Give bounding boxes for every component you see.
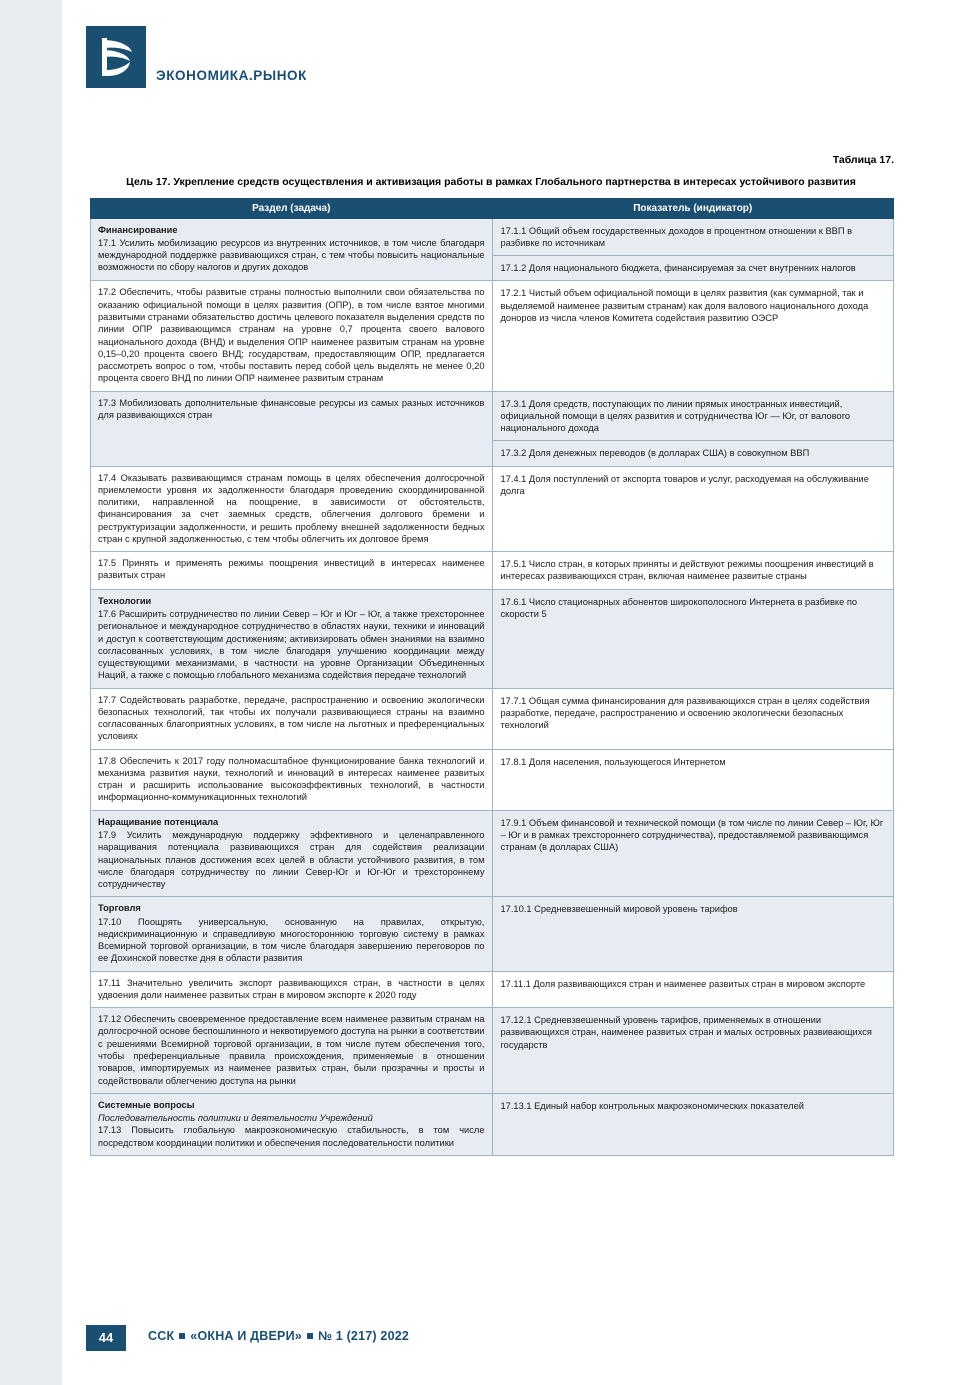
indicator-text: 17.3.1 Доля средств, поступающих по линии прямых иностранных инвестиций, официальной помощи в целях развития и сотрудничества Юг — Юг, от валового национального дохода bbox=[493, 392, 894, 441]
indicator-row bbox=[493, 750, 894, 774]
indicator-row bbox=[493, 897, 894, 921]
indicator-subtable bbox=[493, 590, 894, 627]
footer-text-part-2: «ОКНА И ДВЕРИ» bbox=[190, 1329, 302, 1343]
indicator-row bbox=[493, 281, 894, 330]
section-heading: Наращивание потенциала bbox=[98, 816, 219, 827]
indicator-subtable bbox=[493, 972, 894, 996]
indicator-subtable bbox=[493, 897, 894, 921]
table-row bbox=[91, 466, 894, 552]
footer-text bbox=[148, 1329, 409, 1343]
indicator-row bbox=[493, 811, 894, 860]
task-text: 17.8 Обеспечить к 2017 году полномасштабное функционирование банка технологий и механизма развития науки, технологий и инноваций в интересах наименее развитых стран и расширить использование высокоэффективных технологий, в частности информационно-коммуникационных технологий bbox=[98, 755, 485, 803]
indicator-subtable bbox=[493, 219, 894, 281]
indicator-text: 17.6.1 Число стационарных абонентов широкополосного Интернета в разбивке по скорости 5 bbox=[493, 590, 894, 627]
task-cell bbox=[91, 1008, 493, 1094]
indicator-text: 17.9.1 Объем финансовой и технической помощи (в том числе по линии Север – Юг, Юг – Юг и в рамках трехстороннего сотрудничества), предоставляемой развивающимся странам (в долларах США) bbox=[493, 811, 894, 860]
task-cell bbox=[91, 552, 493, 590]
section-heading: Торговля bbox=[98, 903, 141, 914]
table-row bbox=[91, 218, 894, 281]
task-text: 17.6 Расширить сотрудничество по линии Север – Юг и Юг – Юг, а также трехстороннее региональное и международное сотрудничество в областях науки, техники и инноваций и доступ к соответствующим достижениям; активизировать обмен знаниями на взаимно согласованных условиях, в том числе благодаря улучшению координации между существующими механизмами, в частности на уровне Организации Объединенных Наций, а также с помощью глобального механизма содействия передаче технологий bbox=[98, 609, 485, 681]
task-cell bbox=[91, 810, 493, 897]
column-header-task: Раздел (задача) bbox=[91, 198, 493, 218]
task-text: 17.13 Повысить глобальную макроэкономическую стабильность, в том числе посредством координации политики и обеспечения последовательности политики bbox=[98, 1125, 485, 1148]
task-cell bbox=[91, 281, 493, 391]
indicator-subtable bbox=[493, 1008, 894, 1057]
table-row bbox=[91, 810, 894, 897]
indicator-text: 17.10.1 Средневзвешенный мировой уровень тарифов bbox=[493, 897, 894, 921]
task-cell bbox=[91, 391, 493, 466]
task-text: 17.5 Принять и применять режимы поощрения инвестиций в интересах наименее развитых стран bbox=[98, 558, 485, 581]
goals-table bbox=[90, 198, 894, 1156]
square-bullet-icon bbox=[179, 1333, 185, 1339]
task-cell bbox=[91, 897, 493, 971]
section-heading: Системные вопросы bbox=[98, 1099, 195, 1110]
task-text: 17.12 Обеспечить своевременное предоставление всем наименее развитым странам на долгосрочной основе беспошлинного и неквотируемого доступа на рынки в соответствии с решениями Всемирной торговой организации, в том числе путем обеспечения того, чтобы преференциальные правила происхождения, применяемые в отношении товаров, импортируемых из наименее развитых стран, были прозрачны и просты и содействовали облегчению доступа на рынки bbox=[98, 1014, 485, 1086]
task-text: 17.1 Усилить мобилизацию ресурсов из внутренних источников, в том числе благодаря международной поддержке развивающихся стран, с тем чтобы повысить национальные возможности по сбору налогов и других доходов bbox=[98, 237, 485, 273]
task-text: 17.9 Усилить международную поддержку эффективного и целенаправленного наращивания потенциала развивающихся стран для содействия реализации национальных планов достижения всех целей в области устойчивого развития, в том числе благодаря сотрудничеству по линии Север-Юг и Юг-Юг и трехстороннему сотрудничеству bbox=[98, 830, 485, 890]
indicator-cell bbox=[492, 971, 894, 1008]
task-text: 17.3 Мобилизовать дополнительные финансовые ресурсы из самых разных источников для развивающихся стран bbox=[98, 397, 485, 420]
indicator-row bbox=[493, 219, 894, 256]
table-row bbox=[91, 749, 894, 810]
indicator-subtable bbox=[493, 467, 894, 504]
company-logo-icon bbox=[86, 26, 146, 88]
footer-text-part-3: № 1 (217) 2022 bbox=[317, 1329, 410, 1343]
square-bullet-icon bbox=[307, 1333, 313, 1339]
indicator-text: 17.5.1 Число стран, в которых приняты и действуют режимы поощрения инвестиций в интересах развивающихся стран, включая наименее развитые страны bbox=[493, 552, 894, 589]
indicator-cell bbox=[492, 1008, 894, 1094]
indicator-text: 17.8.1 Доля населения, пользующегося Интернетом bbox=[493, 750, 894, 774]
task-text: 17.2 Обеспечить, чтобы развитые страны полностью выполнили свои обязательства по оказанию официальной помощи в целях развития (ОПР), в том числе взятое многими развитыми странами обязательство достичь целевого показателя выделения средств по линии ОПР развивающимся странам на уровне 0,7 процента своего валового национального дохода (ВНД) и выделения ОПР наименее развитым странам на уровне 0,15–0,20 процента своего ВНД; государствам, предоставляющим ОПР, предлагается рассмотреть вопрос о том, чтобы поставить перед собой цель выделять не менее 0,20 процента своего ВНД по линии ОПР наименее развитым странам bbox=[98, 287, 485, 384]
table-row bbox=[91, 391, 894, 466]
column-header-indicator: Показатель (индикатор) bbox=[492, 198, 894, 218]
table-label: Таблица 17. bbox=[832, 154, 894, 166]
page-header bbox=[0, 0, 980, 96]
table-row bbox=[91, 1093, 894, 1155]
indicator-row bbox=[493, 972, 894, 996]
task-text: 17.11 Значительно увеличить экспорт развивающихся стран, в частности в целях удвоения доли наименее развитых стран в мировом экспорте к 2020 году bbox=[98, 977, 485, 1000]
indicator-row bbox=[493, 392, 894, 441]
indicator-row bbox=[493, 441, 894, 466]
task-cell bbox=[91, 971, 493, 1008]
indicator-cell bbox=[492, 466, 894, 552]
indicator-row bbox=[493, 689, 894, 738]
table-row bbox=[91, 897, 894, 971]
indicator-cell bbox=[492, 688, 894, 749]
indicator-cell bbox=[492, 589, 894, 688]
indicator-text: 17.7.1 Общая сумма финансирования для развивающихся стран в целях содействия разработке, передаче, распространению и освоению экологически безопасных технологий bbox=[493, 689, 894, 738]
task-cell bbox=[91, 749, 493, 810]
task-text: 17.4 Оказывать развивающимся странам помощь в целях обеспечения долгосрочной приемлемости уровня их задолженности благодаря проведению скоординированной политики, направленной на поощрение, в зависимости от обстоятельств, финансирования за счет заемных средств, облегчения долгового бремени и реструктуризации задолженности, и решить проблему внешней задолженности бедных стран с крупной задолженностью, с тем чтобы облегчить их долговое бремя bbox=[98, 472, 485, 544]
indicator-row bbox=[493, 256, 894, 281]
section-heading: Технологии bbox=[98, 595, 152, 606]
table-header-row bbox=[91, 198, 894, 218]
indicator-subtable bbox=[493, 811, 894, 860]
indicator-cell bbox=[492, 1093, 894, 1155]
indicator-subtable bbox=[493, 281, 894, 330]
indicator-text: 17.3.2 Доля денежных переводов (в долларах США) в совокупном ВВП bbox=[493, 441, 894, 466]
task-cell bbox=[91, 466, 493, 552]
indicator-cell bbox=[492, 218, 894, 281]
indicator-row bbox=[493, 1094, 894, 1118]
page-number: 44 bbox=[86, 1325, 126, 1351]
indicator-text: 17.11.1 Доля развивающихся стран и наименее развитых стран в мировом экспорте bbox=[493, 972, 894, 996]
task-cell bbox=[91, 218, 493, 281]
indicator-cell bbox=[492, 810, 894, 897]
table-row bbox=[91, 589, 894, 688]
indicator-subtable bbox=[493, 750, 894, 774]
section-heading: Финансирование bbox=[98, 224, 178, 235]
indicator-cell bbox=[492, 281, 894, 391]
indicator-row bbox=[493, 467, 894, 504]
indicator-cell bbox=[492, 552, 894, 590]
section-subheading: Последовательность политики и деятельности Учреждений bbox=[98, 1113, 373, 1124]
indicator-subtable bbox=[493, 689, 894, 738]
table-row bbox=[91, 688, 894, 749]
table-row bbox=[91, 1008, 894, 1094]
indicator-text: 17.13.1 Единый набор контрольных макроэкономических показателей bbox=[493, 1094, 894, 1118]
indicator-subtable bbox=[493, 552, 894, 589]
task-cell bbox=[91, 1093, 493, 1155]
indicator-row bbox=[493, 1008, 894, 1057]
indicator-row bbox=[493, 552, 894, 589]
table-row bbox=[91, 971, 894, 1008]
footer-text-part-1: ССК bbox=[148, 1329, 175, 1343]
header-brand-title: ЭКОНОМИКА.РЫНОК bbox=[156, 68, 307, 83]
indicator-cell bbox=[492, 749, 894, 810]
page-footer bbox=[0, 1325, 980, 1351]
indicator-text: 17.12.1 Средневзвешенный уровень тарифов, применяемых в отношении развивающихся стран, наименее развитых стран и малых островных развивающихся государств bbox=[493, 1008, 894, 1057]
task-text: 17.10 Поощрять универсальную, основанную на правилах, открытую, недискриминационную и справедливую многостороннюю торговую систему в рамках Всемирной торговой организации, в том числе благодаря завершению переговоров по ее Дохинской повестке дня в области развития bbox=[98, 916, 485, 964]
table-body bbox=[91, 218, 894, 1155]
indicator-subtable bbox=[493, 1094, 894, 1118]
task-cell bbox=[91, 688, 493, 749]
indicator-subtable bbox=[493, 392, 894, 466]
indicator-cell bbox=[492, 897, 894, 971]
table-row bbox=[91, 552, 894, 590]
indicator-cell bbox=[492, 391, 894, 466]
indicator-text: 17.1.1 Общий объем государственных доходов в процентном отношении к ВВП в разбивке по источникам bbox=[493, 219, 894, 256]
indicator-text: 17.4.1 Доля поступлений от экспорта товаров и услуг, расходуемая на обслуживание долга bbox=[493, 467, 894, 504]
indicator-row bbox=[493, 590, 894, 627]
goal-title: Цель 17. Укрепление средств осуществления и активизация работы в рамках Глобального партнерства в интересах устойчивого развития bbox=[126, 176, 856, 188]
left-margin-band bbox=[0, 0, 62, 1385]
task-cell bbox=[91, 589, 493, 688]
table-row bbox=[91, 281, 894, 391]
indicator-text: 17.1.2 Доля национального бюджета, финансируемая за счет внутренних налогов bbox=[493, 256, 894, 281]
indicator-text: 17.2.1 Чистый объем официальной помощи в целях развития (как суммарной, так и выделяемой наименее развитым странам) как доля валового национального дохода доноров из числа членов Комитета содействия развитию ОЭСР bbox=[493, 281, 894, 330]
task-text: 17.7 Содействовать разработке, передаче, распространению и освоению экологически безопасных технологий, так чтобы их получали развивающиеся страны на взаимно согласованных благоприятных условиях, в том числе на льготных и преференциальных условиях bbox=[98, 694, 485, 742]
